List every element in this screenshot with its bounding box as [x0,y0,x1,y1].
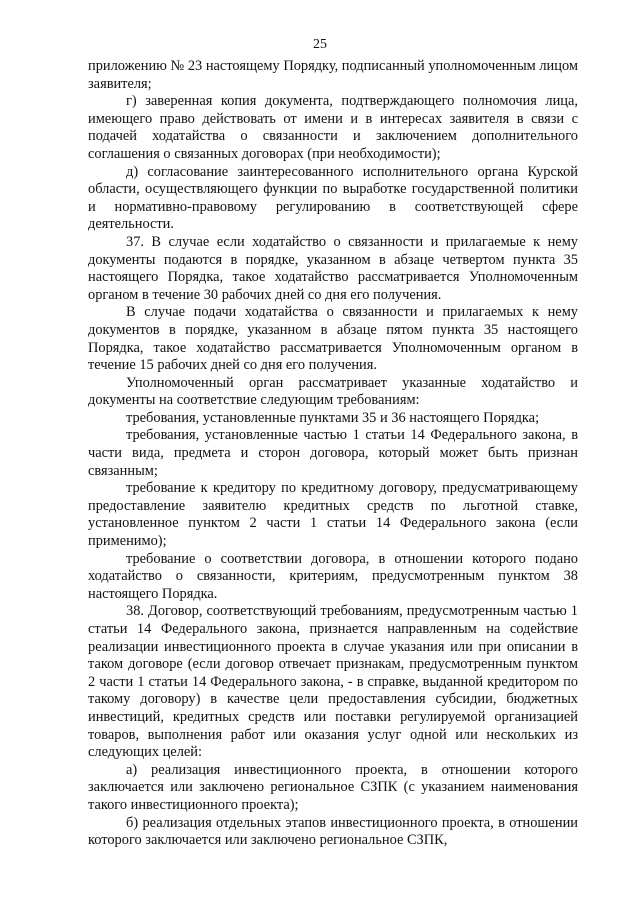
paragraph-item-d: д) согласование заинтересованного исполнительного органа Курской области, осуществляющего функции по выработке государственной политики и нормативно-правовому регулированию в соответствующей сфере деятельности. [88,163,578,233]
paragraph-item-g: г) заверенная копия документа, подтверждающего полномочия лица, имеющего право действовать от имени и в интересах заявителя в связи с подачей ходатайства о связанности и заключением дополнительного соглашения о связанных договорах (при необходимости); [88,93,578,162]
paragraph-item-a: а) реализация инвестиционного проекта, в отношении которого заключается или заключено региональное СЗПК (с указанием наименования такого инвестиционного проекта); [88,761,578,813]
paragraph-requirement-2: требования, установленные частью 1 статьи 14 Федерального закона, в части вида, предмета и сторон договора, который может быть признан связанным; [88,427,578,479]
paragraph-requirement-3: требование к кредитору по кредитному договору, предусматривающему предоставление заявителю кредитных средств по льготной ставке, установленное пунктом 2 части 1 статьи 14 Федерального закона (если применимо); [88,480,578,550]
paragraph-requirement-1: требования, установленные пунктами 35 и 36 настоящего Порядка; [126,409,540,426]
paragraph-requirement-4: требование о соответствии договора, в отношении которого подано ходатайство о связанности, критериям, предусмотренным пунктом 38 настоящего Порядка. [88,550,578,602]
paragraph-clause-37: 37. В случае если ходатайство о связанности и прилагаемые к нему документы подаются в порядке, указанном в абзаце четвертом пункта 35 настоящего Порядка, такое ходатайство рассматривается Уполномоченным органом в течение 30 рабочих дней со дня его получения. [88,233,578,303]
paragraph-clause-38: 38. Договор, соответствующий требованиям, предусмотренным частью 1 статьи 14 Федерального закона, признается направленным на содействие реализации инвестиционного проекта в случае указания или при описании в таком договоре (если договор отвечает признакам, предусмотренным пунктом 2 части 1 статьи 14 Федерального закона, - в справке, выданной кредитором по такому договору) в качестве цели предоставления субсидии, бюджетных инвестиций, кредитных средств или поставки регулируемой организацией товаров, выполнения работ или оказания услуг одной или нескольких из следующих целей: [88,603,578,761]
body-text [88,58,578,850]
paragraph-clause-37-part2: В случае подачи ходатайства о связанности и прилагаемых к нему документов в порядке, указанном в абзаце пятом пункта 35 настоящего Порядка, такое ходатайство рассматривается Уполномоченным органом в течение 15 рабочих дней со дня его получения. [88,304,578,374]
paragraph-item-b: б) реализация отдельных этапов инвестиционного проекта, в отношении которого заключается или заключено региональное СЗПК, [88,814,578,849]
paragraph-continuation: приложению № 23 настоящему Порядку, подписанный уполномоченным лицом заявителя; [88,58,578,92]
page-number: 25 [313,37,327,52]
paragraph-review-intro: Уполномоченный орган рассматривает указанные ходатайство и документы на соответствие следующим требованиям: [88,374,578,409]
